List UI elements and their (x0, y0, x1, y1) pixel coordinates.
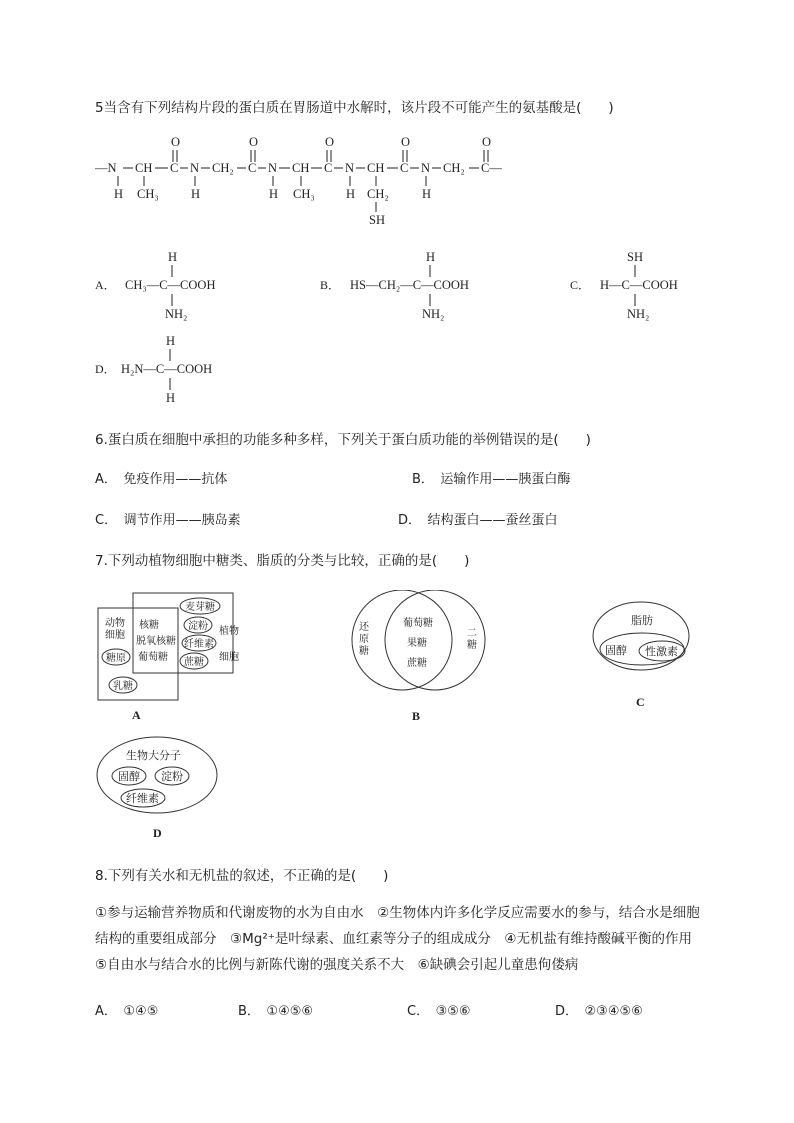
peptide-o-5: O (482, 135, 492, 149)
peptide-seg-5: CH₂ (212, 161, 234, 175)
q5-option-b (320, 248, 520, 326)
q7-stem: 7.下列动植物细胞中糖类、脂质的分类与比较，正确的是( ) (95, 553, 470, 569)
peptide-seg-4: N (190, 161, 200, 175)
diagram-a-shared-3: 葡萄糖 (138, 652, 168, 663)
diagram-b-left-3: 糖 (359, 646, 369, 657)
diagram-c (588, 598, 698, 713)
peptide-seg-12: C (400, 161, 409, 175)
q8-option-c: C． ③⑤⑥ (407, 1004, 471, 1019)
q5-option-b-bottom: NH₂ (422, 307, 445, 321)
q5-option-d-letter: D． (95, 362, 116, 376)
q8-stem: 8.下列有关水和无机盐的叙述，不正确的是( ) (95, 868, 389, 884)
q5-option-d-main: H₂N—C—COOH (121, 362, 213, 376)
diagram-a (95, 590, 240, 725)
diagram-b-right-2: 糖 (467, 640, 477, 651)
q5-option-c-top: SH (627, 250, 643, 264)
diagram-a-glycogen: 糖原 (106, 653, 126, 664)
peptide-o-1: O (171, 135, 181, 149)
peptide-h-1: H (114, 187, 124, 201)
q5-option-b-main: HS—CH₂—C—COOH (350, 278, 469, 292)
diagram-c-label: C (636, 695, 645, 709)
diagram-d-item1: 固醇 (118, 771, 140, 783)
peptide-seg-13: N (421, 161, 431, 175)
diagram-d-item3: 纤维素 (126, 793, 159, 805)
diagram-c-outer: 脂肪 (631, 615, 653, 627)
q5-option-d-bottom: H (166, 391, 176, 405)
q5-option-b-letter: B． (320, 278, 341, 292)
q5-option-a-bottom: NH₂ (165, 307, 188, 321)
peptide-ch3-1: CH₃ (137, 187, 159, 201)
peptide-sh: SH (369, 213, 385, 227)
q5-option-c-bottom: NH₂ (627, 307, 650, 321)
peptide-h-3: H (269, 187, 279, 201)
peptide-h-5: H (422, 187, 432, 201)
diagram-c-inner1: 固醇 (605, 645, 627, 657)
peptide-seg-1: —N (95, 161, 117, 175)
peptide-o-2: O (249, 135, 259, 149)
peptide-ch3-2: CH₃ (293, 187, 315, 201)
q8-option-a: A． ①④⑤ (95, 1004, 159, 1019)
peptide-seg-6: C (248, 161, 257, 175)
peptide-seg-11: CH (367, 161, 385, 175)
peptide-h-2: H (191, 187, 201, 201)
diagram-b-label: B (412, 709, 421, 723)
q8-option-d: D． ②③④⑤⑥ (555, 1004, 643, 1019)
q8-body: ①参与运输营养物质和代谢废物的水为自由水 ②生物体内许多化学反应需要水的参与，结合水是细胞结构的重要组成部分 ③Mg²⁺是叶绿素、血红素等分子的组成成分 ④无机盐有维持酸碱平衡的作用 ⑤自由水与结合水的比例与新陈代谢的强度关系不大 ⑥缺碘会引起儿童患佝偻病 (95, 905, 706, 973)
q5-option-c-letter: C． (570, 278, 591, 292)
diagram-d-outer: 生物大分子 (126, 750, 181, 762)
diagram-a-sucrose: 蔗糖 (184, 657, 204, 668)
diagram-c-inner2: 性激素 (645, 646, 678, 658)
q5-option-c-main: H—C—COOH (600, 278, 678, 292)
diagram-d (95, 735, 225, 845)
peptide-seg-3: C (170, 161, 179, 175)
q5-option-d (95, 332, 265, 410)
q5-option-a-letter: A． (95, 278, 116, 292)
diagram-a-lactose: 乳糖 (113, 681, 133, 692)
diagram-b (345, 590, 490, 725)
q5-option-b-top: H (426, 250, 436, 264)
peptide-structure (95, 132, 515, 232)
peptide-seg-9: C (324, 161, 333, 175)
diagram-a-plant-2: 细胞 (219, 652, 239, 663)
q8-option-b: B． ①④⑤⑥ (238, 1004, 314, 1019)
peptide-ch2: CH₂ (367, 187, 389, 201)
diagram-b-left-1: 还 (359, 622, 369, 633)
q6-stem: 6.蛋白质在细胞中承担的功能多种多样，下列关于蛋白质功能的举例错误的是( ) (95, 432, 591, 448)
peptide-seg-8: CH (292, 161, 310, 175)
diagram-d-label: D (153, 826, 162, 840)
q5-option-a-top: H (168, 250, 178, 264)
peptide-o-4: O (401, 135, 411, 149)
peptide-o-3: O (325, 135, 335, 149)
peptide-seg-14: CH₂ (443, 161, 465, 175)
diagram-b-right-1: 二 (467, 628, 477, 639)
diagram-a-maltose: 麦芽糖 (185, 602, 215, 613)
q5-option-a-main: CH₃—C—COOH (125, 278, 216, 292)
diagram-b-center-2: 果糖 (407, 638, 427, 649)
q5-option-d-top: H (166, 334, 176, 348)
diagram-a-shared-1: 核糖 (139, 620, 159, 631)
q6-option-a: A． 免疫作用——抗体 (95, 472, 228, 487)
q5-option-c (570, 248, 710, 326)
peptide-seg-7: N (268, 161, 278, 175)
q5-stem: 5当含有下列结构片段的蛋白质在胃肠道中水解时，该片段不可能产生的氨基酸是( ) (95, 100, 614, 116)
diagram-a-animal-1: 动物 (105, 618, 125, 629)
diagram-d-item2: 淀粉 (161, 771, 183, 783)
peptide-seg-2: CH (135, 161, 153, 175)
peptide-seg-10: N (345, 161, 355, 175)
q6-option-d: D． 结构蛋白——蚕丝蛋白 (398, 513, 558, 528)
peptide-h-4: H (346, 187, 356, 201)
peptide-seg-15: C— (481, 161, 502, 175)
q5-option-a (95, 248, 255, 326)
diagram-a-animal-2: 细胞 (105, 630, 125, 641)
diagram-a-cellulose: 纤维素 (184, 639, 214, 650)
diagram-b-center-3: 蔗糖 (407, 658, 427, 669)
diagram-b-left-2: 原 (359, 634, 369, 645)
diagram-a-starch: 淀粉 (188, 621, 208, 632)
diagram-a-label: A (132, 708, 141, 722)
diagram-b-center-1: 葡萄糖 (403, 618, 433, 629)
diagram-a-plant-1: 植物 (219, 626, 239, 637)
diagram-a-shared-2: 脱氧核糖 (136, 636, 176, 647)
q6-option-b: B． 运输作用——胰蛋白酶 (412, 472, 571, 487)
q6-option-c: C． 调节作用——胰岛素 (95, 513, 241, 528)
